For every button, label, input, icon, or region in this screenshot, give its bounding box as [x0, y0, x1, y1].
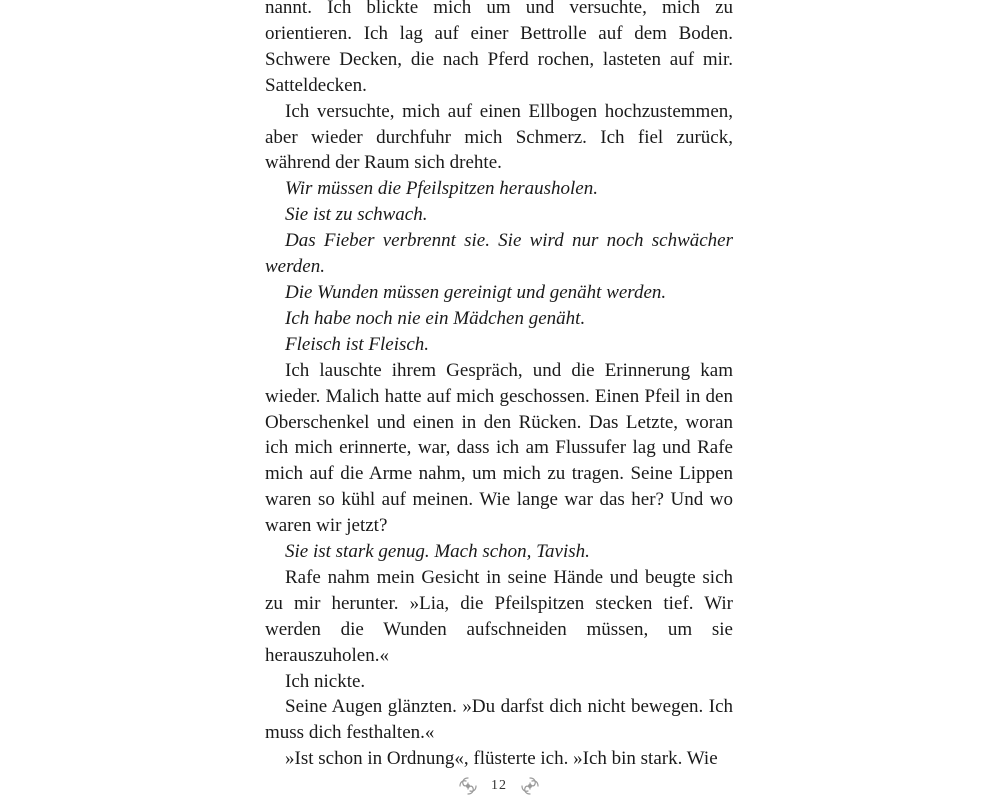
page-number: 12: [491, 778, 507, 793]
italic-line: Die Wunden müssen gereinigt und genäht werden.: [285, 281, 667, 303]
italic-line: Das Fieber verbrennt sie. Sie wird nur noch schwächer werden.: [265, 230, 733, 278]
body-text: [265, 0, 733, 772]
flourish-ornament-icon: [457, 775, 479, 797]
page-footer: [265, 774, 733, 798]
book-page: [265, 0, 733, 800]
paragraph: nannt. Ich blickte mich um und versuchte, mich zu orientieren. Ich lag auf einer Bettrolle auf dem Boden. Schwere Decken, die nach Pferd rochen, lasteten auf mir. Satteldecken.: [265, 0, 733, 96]
paragraph: Seine Augen glänzten. »Du darfst dich nicht bewegen. Ich muss dich festhalten.«: [265, 696, 733, 744]
paragraph: Ich lauschte ihrem Gespräch, und die Erinnerung kam wieder. Malich hatte auf mich geschossen. Einen Pfeil in den Oberschenkel und einen in den Rücken. Das Letzte, woran ich mich erinnerte, war, dass ich am Flussufer lag und Rafe mich auf die Arme nahm, um mich zu tragen. Seine Lippen waren so kühl auf meinen. Wie lange war das her? Und wo waren wir jetzt?: [265, 359, 733, 537]
paragraph: Ich versuchte, mich auf einen Ellbogen hochzustemmen, aber wieder durchfuhr mich Schmerz. Ich fiel zurück, während der Raum sich drehte.: [265, 100, 733, 174]
italic-line: Sie ist stark genug. Mach schon, Tavish.: [285, 541, 590, 563]
flourish-ornament-icon: [519, 775, 541, 797]
italic-line: Sie ist zu schwach.: [285, 204, 428, 226]
italic-line: Fleisch ist Fleisch.: [285, 333, 430, 355]
italic-line: Wir müssen die Pfeilspitzen herausholen.: [285, 178, 598, 200]
italic-line: Ich habe noch nie ein Mädchen genäht.: [285, 307, 586, 329]
paragraph: »Ist schon in Ordnung«, flüsterte ich. »Ich bin stark. Wie: [285, 748, 718, 770]
paragraph: Rafe nahm mein Gesicht in seine Hände und beugte sich zu mir herunter. »Lia, die Pfeilspitzen stecken tief. Wir werden die Wunden aufschneiden müssen, um sie herauszuholen.«: [265, 566, 733, 666]
paragraph: Ich nickte.: [285, 670, 366, 692]
